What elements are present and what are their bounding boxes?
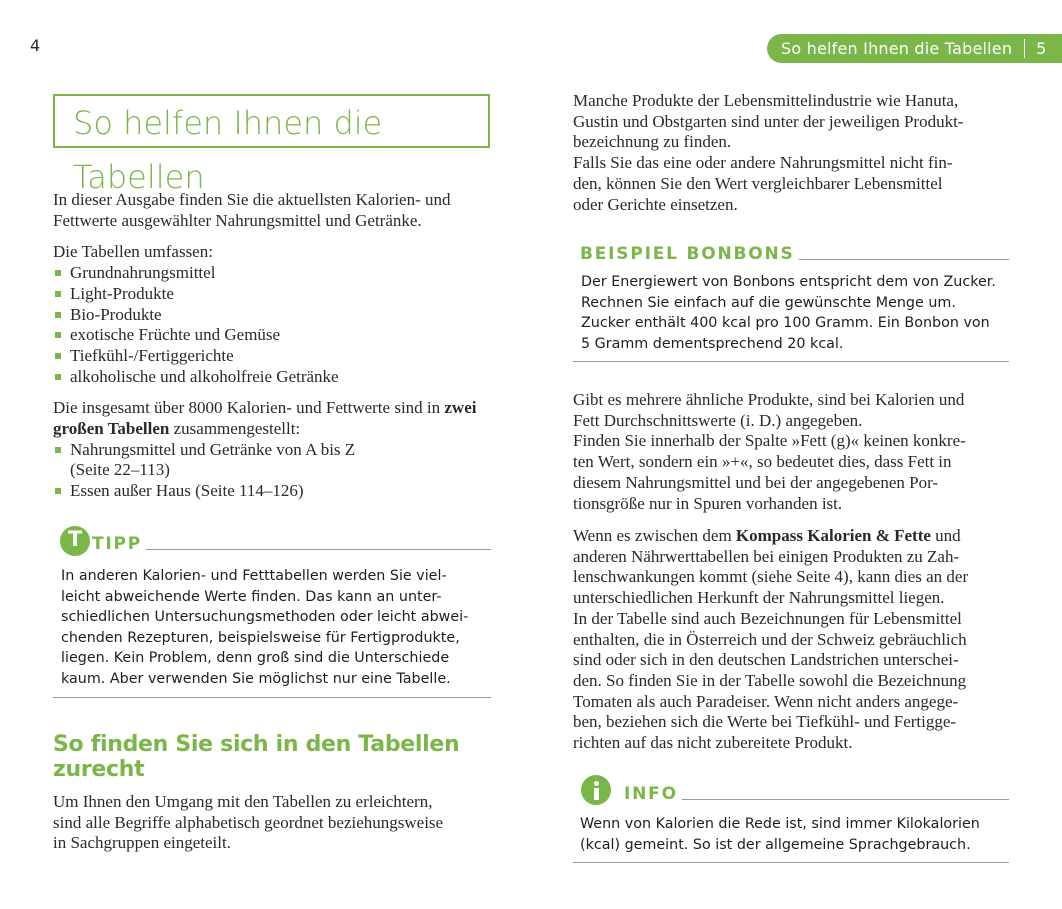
beispiel-line: Der Energiewert von Bonbons entspricht dem von Zucker. xyxy=(581,274,996,290)
text-line: Gibt es mehrere ähnliche Produkte, sind bei Kalorien und xyxy=(573,390,965,409)
text-line: lenschwankungen kommt (siehe Seite 4), kann dies an der xyxy=(573,567,969,587)
summary-text-end: zusammengestellt: xyxy=(173,419,301,439)
text-line: enthalten, die in Österreich und der Schweiz gebräuchlich xyxy=(573,629,967,649)
tables-list xyxy=(53,440,493,502)
list-item: alkoholische und alkoholfreie Getränke xyxy=(53,367,493,388)
text-line: anderen Nährwerttabellen bei einigen Produkten zu Zah- xyxy=(573,546,960,566)
right-para-1 xyxy=(573,91,1013,215)
list-item: exotische Früchte und Gemüse xyxy=(53,325,493,346)
list-item xyxy=(53,440,493,481)
info-icon-stem xyxy=(594,788,599,800)
tipp-icon xyxy=(60,526,90,556)
info-line: Wenn von Kalorien die Rede ist, sind immer Kilokalorien xyxy=(580,816,980,832)
right-para-2 xyxy=(573,390,1013,514)
left-column-top xyxy=(53,190,493,502)
right-para-3 xyxy=(573,526,1013,754)
text-line: Falls Sie das eine oder andere Nahrungsmittel nicht fin- xyxy=(573,153,953,173)
text-line: sind alle Begriffe alphabetisch geordnet beziehungsweise xyxy=(53,812,444,832)
text-line: sind oder sich in den deutschen Landstrichen unterschei- xyxy=(573,650,959,670)
page-title: So helfen Ihnen die Tabellen xyxy=(53,94,490,148)
text-line: ben, beziehen sich die Werte bei Tiefkühl- und Fertigge- xyxy=(573,712,957,732)
page-number-left: 4 xyxy=(30,36,41,55)
text-line: bezeichnung zu finden. xyxy=(573,132,732,152)
list-item: Light-Produkte xyxy=(53,284,493,305)
tipp-label: TIPP xyxy=(92,534,143,554)
beispiel-bottom-rule xyxy=(573,361,1009,362)
text-line: ten Wert, sondern ein »+«, so bedeutet dies, dass Fett in xyxy=(573,452,952,472)
tipp-heading xyxy=(60,528,491,554)
table-contents-list xyxy=(53,263,493,387)
list-item: Grundnahrungsmittel xyxy=(53,263,493,284)
tipp-text xyxy=(61,566,493,690)
text-line: Tomaten als auch Paradeiser. Wenn nicht anders angege- xyxy=(573,691,959,711)
text-line: Um Ihnen den Umgang mit den Tabellen zu erleichtern, xyxy=(53,792,433,811)
list-intro: Die Tabellen umfassen: xyxy=(53,242,213,262)
subheading-line: zurecht xyxy=(53,757,145,782)
text-run: Wenn es zwischen dem xyxy=(573,526,732,545)
list-item: Essen außer Haus (Seite 114–126) xyxy=(53,481,493,502)
info-icon xyxy=(581,775,611,805)
left-column-bottom xyxy=(53,792,493,854)
tipp-rule xyxy=(146,549,491,550)
info-icon-dot xyxy=(594,781,599,786)
subheading-line: So finden Sie sich in den Tabellen xyxy=(53,732,460,757)
running-header-title: So helfen Ihnen die Tabellen xyxy=(781,39,1013,58)
summary-text: Die insgesamt über 8000 Kalorien- und Fettwerte sind in xyxy=(53,398,441,418)
text-line: richten auf das nicht zubereitete Produkt. xyxy=(573,733,853,753)
info-text xyxy=(580,814,1012,855)
text-line: den, können Sie den Wert vergleichbarer Lebensmittel xyxy=(573,173,943,193)
info-bottom-rule xyxy=(573,862,1009,863)
beispiel-line: Zucker enthält 400 kcal pro 100 Gramm. Ein Bonbon von xyxy=(581,315,990,332)
info-rule xyxy=(682,799,1009,800)
text-line: tionsgröße nur in Spuren vorhanden ist. xyxy=(573,493,843,513)
info-label: INFO xyxy=(624,784,678,804)
list-item-text: (Seite 22–113) xyxy=(70,460,170,480)
text-bold: Kompass Kalorien & Fette xyxy=(735,526,931,545)
header-separator xyxy=(1024,39,1025,58)
text-line: den. So finden Sie in der Tabelle sowohl die Bezeichnung xyxy=(573,670,967,690)
tipp-line: In anderen Kalorien- und Fetttabellen werden Sie viel- xyxy=(61,568,447,584)
running-header xyxy=(767,34,1062,63)
text-line: Manche Produkte der Lebensmittelindustrie wie Hanuta, xyxy=(573,91,959,110)
text-run: und xyxy=(935,526,961,545)
beispiel-rule xyxy=(799,259,1009,260)
text-line: Fett Durchschnittswerte (i. D.) angegeben. xyxy=(573,410,863,430)
text-line: oder Gerichte einsetzen. xyxy=(573,194,738,214)
tipp-icon-letter: T xyxy=(67,527,83,551)
list-item: Bio-Produkte xyxy=(53,305,493,326)
tipp-line: schiedlichen Untersuchungsmethoden oder leicht abwei- xyxy=(61,609,469,626)
beispiel-line: 5 Gramm dementsprechend 20 kcal. xyxy=(581,335,844,352)
beispiel-label: BEISPIEL BONBONS xyxy=(580,244,795,264)
summary-paragraph xyxy=(53,398,493,439)
info-heading xyxy=(581,776,1009,804)
tipp-bottom-rule xyxy=(53,697,491,698)
tipp-line: leicht abweichende Werte finden. Das kann an unter- xyxy=(61,588,442,605)
list-item-text: Nahrungsmittel und Getränke von A bis Z xyxy=(70,439,356,459)
tipp-line: chenden Rezepturen, beispielsweise für Fertigprodukte, xyxy=(61,629,460,646)
text-line xyxy=(573,526,1013,547)
info-line: (kcal) gemeint. So ist der allgemeine Sprachgebrauch. xyxy=(580,836,971,853)
text-line: Gustin und Obstgarten sind unter der jeweiligen Produkt- xyxy=(573,111,964,131)
text-line: diesem Nahrungsmittel und bei der angegebenen Por- xyxy=(573,472,939,492)
intro-paragraph: In dieser Ausgabe finden Sie die aktuellsten Kalorien- und Fettwerte ausgewählter Nahrungsmittel und Getränke. xyxy=(53,190,451,230)
beispiel-line: Rechnen Sie einfach auf die gewünschte Menge um. xyxy=(581,294,956,311)
text-line: In der Tabelle sind auch Bezeichnungen für Lebensmittel xyxy=(573,608,962,628)
beispiel-text xyxy=(581,272,1013,354)
text-line: unterschiedlichen Herkunft der Nahrungsmittel liegen. xyxy=(573,588,945,608)
section-subheading xyxy=(53,732,459,782)
tipp-line: liegen. Kein Problem, denn groß sind die Unterschiede xyxy=(61,650,450,667)
tipp-line: kaum. Aber verwenden Sie möglichst nur eine Tabelle. xyxy=(61,670,451,687)
list-item: Tiefkühl-/Fertiggerichte xyxy=(53,346,493,367)
text-line: Finden Sie innerhalb der Spalte »Fett (g)« keinen konkre- xyxy=(573,431,966,451)
text-line: in Sachgruppen eingeteilt. xyxy=(53,833,231,853)
beispiel-heading xyxy=(580,240,1009,264)
page-number-right: 5 xyxy=(1036,39,1047,58)
summary-bold: zwei großen Tabellen xyxy=(53,398,477,439)
